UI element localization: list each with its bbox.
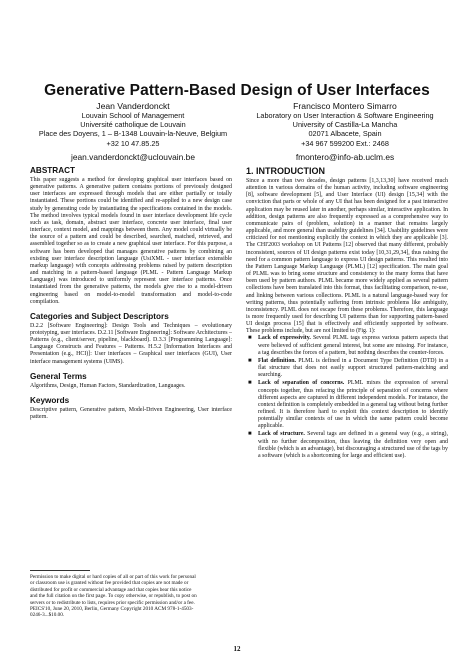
affiliation-line: Laboratory on User Interaction & Software Engineering [256,111,434,120]
general-terms-heading: General Terms [30,371,87,381]
permission-text: Permission to make digital or hard copies of all or part of this work for personal or classroom use is granted without fee provided that copies are not made or distributed for profit or commercial advantage and that copies bear this notice and the full citation on the first page. To copy otherwise, or republish, to post on servers or to redistribute to lists, requires prior specific permission and/or a fee. PEICS'10, June 20, 2010, Berlin, Germany Copyright 2010 ACM 978-1-4503-0246-3...$10.00. [30,574,197,619]
list-item: ■ Lack of structure. Several tags are defined in a general way (e.g., a string), with no further decomposition, thus leaving the definition very open and flexible (which is an advantage), but discouraging a structured use of the tags by a software (which is a shortcoming for large and efficient use). [248,431,448,459]
page-number: 12 [233,645,241,653]
left-column [30,166,232,421]
abstract-text: This paper suggests a method for developing graphical user interfaces based on generative patterns. A generative pattern contains portions of previously designed user interfaces are expressed through models that are either partially or totally instantiated. These portions could be identified and re-applied to a new design case study by generating code by instantiating the specifications contained in the models. The method involves typical models found in user interface development life cycle such as task, domain, abstract user interface, concrete user interface, final user interface, context model, and mappings between them. Any model could virtually be the source of a pattern and could be described, searched, matched, retrieved, and assembled together so as to create a new graphical user interface. For this purpose, a software has been developed that manages generative patterns by combining an existing user interface description language (UsiXML - user interface extensible markup language) with concepts addressing problems raised by pattern description and matching in a pattern-based language (PLML - Pattern Language Markup Language) was introduced to uniformly represent user interface patterns. Once instantiated from the generative patterns, the models give rise to a model-driven engineering based on model-to-model transformation and model-to-code compilation. [30,177,232,305]
keywords-heading: Keywords [30,395,70,405]
general-terms-text: Algorithms, Design, Human Factors, Standardization, Languages. [30,382,186,389]
affiliation-line: 02071 Albacete, Spain [308,129,382,139]
author-email[interactable]: fmontero@info-ab.uclm.es [295,151,395,162]
author-name: Jean Vanderdonckt [96,101,170,111]
bullet-icon: ■ [248,380,252,387]
paper-title: Generative Pattern-Based Design of User Interfaces [44,82,430,99]
right-column [246,166,448,461]
list-item: ■ Lack of separation of concerns. PLML mixes the expression of several concepts together, thus refacing the principle of separation of concerns where different aspects are captured in different independent models. For instance, the context definition is completely embedded in a general tag without being further refined. It is therefore hard to exploit this context description to identify potentially similar contexts of use in which the same pattern could become applicable. [248,380,449,430]
keywords-text: Descriptive pattern, Generative pattern, Model-Driven Engineering, User interface pattern. [30,406,232,421]
bullet-icon: ■ [248,335,252,342]
introduction-paragraph: Since a more than two decades, design patterns [1,3,13,30] have received much attention in various domains of the human activity, including software engineering [8], software development [5], and User Interface (UI) design [15,34] with the conviction that parts or whole of any UI that has been designed for a past interactive application may be reused later in another, perhaps similar, interactive application. In addition, design patterns are also frequently expressed as a comprehensive way to communicate pairs of (problem, solution) in a manner that remains largely applicable, and more general than usability guidelines [34]. Usability guidelines were criticized for not mentioning explicitly the context in which they are applicable [3]. The CHI'2003 workshop on UI Patterns [12] observed that many different, probably inconsistent, sources of UI design patterns exist today [10,31,29,34], thus raising the need for a common pattern language to express UI design patterns. This resulted into the Pattern Language Markup Language (PLML) [12] specification. The main goal of PLML was to bring some structure and consistency to the many forms that have been used by pattern authors. PLML became more widely applied as several pattern collections have been translated into this format, thus facilitating comparison, re-use, and linking between various collections. PLML is a natural language-based way for writing patterns, thus potentially suffering from intrinsic problems like ambiguity, inconsistency. PLML does not escape from these problems. Therefore, this language is more frequently used for describing UI patterns than for supporting pattern-based UI design process [15] that is effectively and efficiently supported by software. These problems include, but are not limited to (Fig. 1): [246,178,448,335]
author-email[interactable]: jean.vanderdonckt@uclouvain.be [71,151,195,162]
permission-notice [30,570,200,619]
bullet-icon: ■ [248,357,252,364]
author-block-2 [240,101,450,162]
author-name: Francisco Montero Simarro [293,101,397,111]
footnote-rule [30,570,90,571]
categories-heading: Categories and Subject Descriptors [30,311,169,321]
affiliation-line: Louvain School of Management [81,111,185,120]
affiliation-line: Université catholique de Louvain [80,120,186,130]
phone-line: +34 967 599200 Ext.: 2468 [301,138,389,148]
bullet-icon: ■ [248,431,252,438]
list-item: ■ Flat definition. PLML is defined in a Document Type Definition (DTD) in a flat structure that does not easily support structured pattern-matching and searching. [248,357,448,379]
list-item: ■ Lack of expressivity. Several PLML tags express various pattern aspects that were believed of sufficient general interest, but some are missing. For instance, a tag describes the forces of a pattern, but nothing describes the counter-forces. [248,335,448,356]
phone-line: +32 10 47.85.25 [106,138,160,148]
affiliation-line: University of Castilla-La Mancha [292,120,398,130]
problem-list [246,335,448,460]
author-block-1 [28,101,238,162]
abstract-heading: ABSTRACT [30,166,76,175]
affiliation-line: Place des Doyens, 1 – B-1348 Louvain-la-Neuve, Belgium [38,129,228,139]
introduction-heading: 1. INTRODUCTION [246,166,326,176]
categories-text: D.2.2 [Software Engineering]: Design Tools and Techniques – evolutionary prototyping, user interfaces. D.2.11 [Software Engineering]: Software Architectures – Patterns (e.g., client/server, pipeline, blackboard). D.3.3 [Programming Language]: Language Constructs and Features – Patterns. H.5.2 [Information Interfaces and Presentation (e.g., HCI)]: User interfaces – Graphical user interfaces (GUI), User interface management systems (UIMS). [30,322,232,365]
